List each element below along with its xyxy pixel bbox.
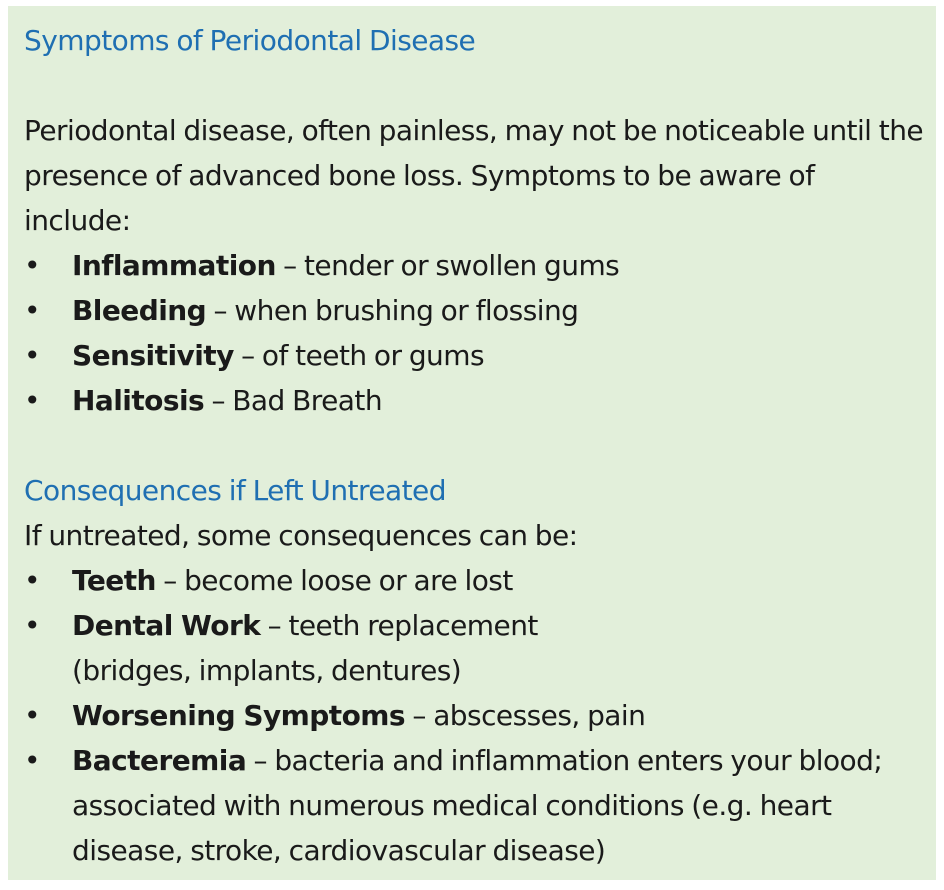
symptom-term: Halitosis — [72, 384, 205, 417]
bullet-icon: • — [24, 249, 40, 282]
symptom-desc: – Bad Breath — [204, 384, 383, 417]
symptom-term: Inflammation — [72, 249, 276, 282]
consequence-desc: – teeth replacement (bridges, implants, dentures) — [72, 609, 538, 687]
consequences-list — [24, 558, 936, 873]
bullet-icon: • — [24, 384, 40, 417]
list-item — [24, 288, 936, 333]
bullet-icon: • — [24, 609, 40, 642]
symptom-desc: – tender or swollen gums — [275, 249, 620, 282]
list-item — [24, 693, 936, 738]
symptom-desc: – of teeth or gums — [233, 339, 485, 372]
consequence-term: Bacteremia — [72, 744, 247, 777]
consequence-term: Dental Work — [72, 609, 261, 642]
list-item — [24, 243, 936, 288]
symptom-term: Sensitivity — [72, 339, 234, 372]
list-item — [24, 603, 612, 693]
list-item — [24, 333, 936, 378]
symptom-term: Bleeding — [72, 294, 207, 327]
list-item — [24, 378, 936, 423]
bullet-icon: • — [24, 744, 40, 777]
list-item — [24, 558, 936, 603]
spacer — [24, 423, 936, 468]
consequence-desc: – abscesses, pain — [405, 699, 646, 732]
info-panel — [8, 6, 936, 880]
symptoms-intro: Periodontal disease, often painless, may not be noticeable until the presence of advanced bone loss. Symptoms to be aware of include: — [24, 114, 924, 237]
consequences-heading: Consequences if Left Untreated — [24, 474, 446, 507]
list-item — [24, 738, 932, 873]
bullet-icon: • — [24, 294, 40, 327]
symptoms-heading: Symptoms of Periodontal Disease — [24, 24, 476, 57]
bullet-icon: • — [24, 339, 40, 372]
bullet-icon: • — [24, 564, 40, 597]
consequences-intro: If untreated, some consequences can be: — [24, 519, 578, 552]
spacer — [24, 63, 936, 108]
symptom-desc: – when brushing or flossing — [206, 294, 579, 327]
bullet-icon: • — [24, 699, 40, 732]
symptoms-list — [24, 243, 936, 423]
consequence-term: Worsening Symptoms — [72, 699, 406, 732]
consequence-desc: – bacteria and inflammation enters your blood; associated with numerous medical conditions (e.g. heart disease, stroke, cardiovascular disease) — [72, 744, 883, 867]
consequence-term: Teeth — [72, 564, 156, 597]
consequence-desc: – become loose or are lost — [155, 564, 513, 597]
